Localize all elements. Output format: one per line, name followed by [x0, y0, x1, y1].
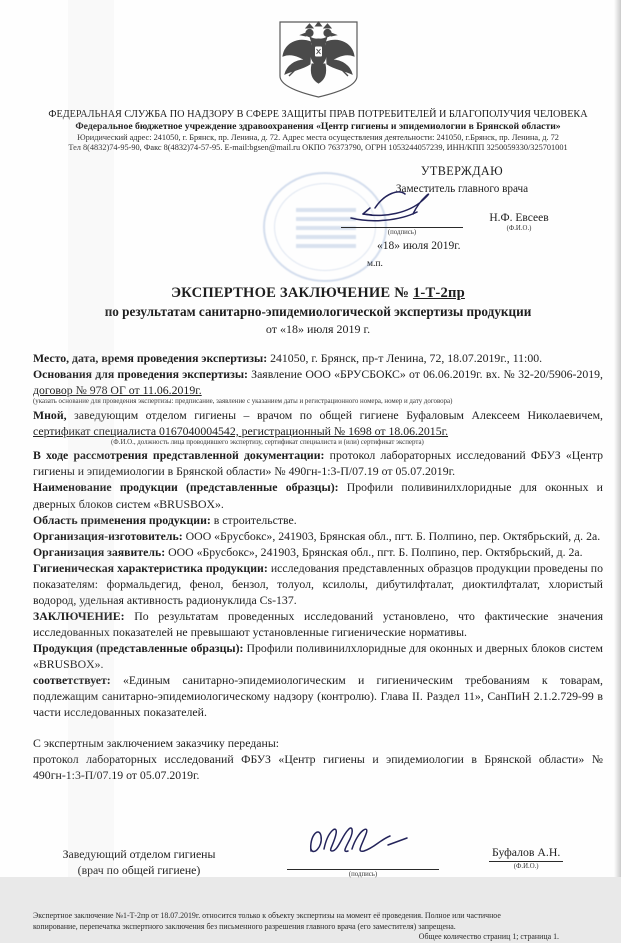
expert-signature-icon [301, 820, 419, 864]
approver-name-caption: (Ф.И.О.) [506, 225, 532, 232]
approve-label: УТВЕРЖДАЮ [420, 164, 504, 178]
approver-signature-icon [343, 185, 455, 227]
form-note-3: (Ф.И.О., должность лица проводившего экспертизу, сертификат специалиста и (или) сертификат эксперта) [111, 438, 424, 446]
body-paragraph-1: Место, дата, время проведения экспертизы: 241050, г. Брянск, пр-т Ленина, 72, 18.07.2019г., 11:00. [33, 351, 543, 365]
body-text [33, 350, 603, 783]
agency-name: ФЕДЕРАЛЬНАЯ СЛУЖБА ПО НАДЗОРУ В СФЕРЕ ЗАЩИТЫ ПРАВ ПОТРЕБИТЕЛЕЙ И БЛАГОПОЛУЧИЯ ЧЕЛОВЕКА [48, 109, 588, 120]
form-note-2: (указать основание для проведения экспертизы: предписание, заявление с указанием даты и регистрационного номера, номер и дату договора) [33, 398, 453, 406]
expertise-number: 1-Т-2пр [412, 285, 465, 301]
body-paragraph-4: В ходе рассмотрения представленной документации: протокол лабораторных исследований ФБУЗ «Центр гигиены и эпидемиологии в Брянской области» № 490гн-1:3-П/07.19 от 05.07.2019г. [33, 448, 604, 479]
body-paragraph-7: Организация-изготовитель: ООО «Брусбокс», 241903, Брянская обл., пгт. Б. Полпино, пер. Октябрьский, д. 2а. [33, 528, 601, 543]
expert-signature-caption: (подпись) [348, 871, 378, 879]
expert-name-caption: (Ф.И.О.) [513, 863, 539, 871]
body-paragraph-12: соответствует: «Единым санитарно-эпидемиологическим и гигиеническим требованиям к товарам, подлежащим санитарно-эпидемиологическому надзору (контролю). Глава II. Раздел 11», СанПиН 2.1.2.729-99 в части исследованных показателей. [33, 672, 603, 719]
body-paragraph-11: Продукция (представленные образцы): Профили поливинилхлоридные для оконных и дверных блоков систем «BRUSBOX». [33, 640, 603, 671]
institution-name: Федеральное бюджетное учреждение здравоохранения «Центр гигиены и эпидемиологии в Брянской области» [75, 121, 561, 132]
body-paragraph-9: Гигиеническая характеристика продукции: исследования представленных образцов продукции проведены по показателям: формальдегид, фенол, бензол, толуол, ксилолы, дибутилфталат, диоктилфталат, хлористый водород, удельная активность радионуклида Cs-137. [33, 560, 603, 607]
approval-date: «18» июля 2019г. [377, 240, 461, 252]
body-paragraph-8: Организация заявитель: ООО «Брусбокс», 241903, Брянская обл., пгт. Б. Полпино, пер. Октябрьский, д. 2а. [33, 544, 583, 559]
body-paragraph-5: Наименование продукции (представленные образцы): Профили поливинилхлоридные для оконных и дверных блоков систем «BRUSBOX». [33, 480, 603, 511]
body-paragraph-13: С экспертным заключением заказчику переданы: [33, 735, 280, 750]
body-paragraph-3: Мной, заведующим отделом гигиены – врачом по общей гигиене Буфаловым Алексеем Николаевичем, сертификат специалиста 0167040004542, регистрационный № 1698 от 18.06.2015г. [33, 407, 603, 438]
expertise-date: от «18» июля 2019 г. [265, 322, 371, 336]
approver-position: Заместитель главного врача [395, 183, 529, 195]
expert-name: Буфалов А.Н. [489, 845, 563, 862]
signature-caption: (подпись) [387, 229, 417, 236]
expert-position: Заведующий отделом гигиены (врач по общей гигиене) [62, 847, 216, 877]
approver-name: Н.Ф. Евсеев [489, 212, 549, 224]
expertise-subtitle: по результатам санитарно-эпидемиологической экспертизы продукции [104, 304, 532, 319]
body-paragraph-6: Область применения продукции: в строительстве. [33, 512, 297, 527]
coat-of-arms-emblem [265, 20, 371, 105]
body-paragraph-14: протокол лабораторных исследований ФБУЗ «Центр гигиены и эпидемиологии в Брянской области» № 490гн-1:3-П/07.19 от 05.07.2019г. [33, 751, 603, 782]
expert-signature-block [33, 835, 603, 879]
body-paragraph-2: Основания для проведения экспертизы: Заявление ООО «БРУСБОКС» от 06.06.2019г. вх. № 32-20/5906-2019, договор № 978 ОГ от 11.06.2019г. [33, 367, 604, 398]
seal-place-mark: м.п. [367, 259, 383, 269]
expertise-title: ЭКСПЕРТНОЕ ЗАКЛЮЧЕНИЕ № 1-Т-2пр [171, 285, 465, 301]
body-paragraph-10: ЗАКЛЮЧЕНИЕ: По результатам проведенных исследований установлено, что фактические значения исследованных показателей не превышают установленные гигиенические нормативы. [33, 608, 603, 639]
contact-details: Тел 8(4832)74-95-90, Факс 8(4832)74-57-95. E-mail:bgsen@mail.ru ОКПО 76373790, ОГРН 1053244057239, ИНН/КПП 3250059330/325701001 [68, 143, 568, 152]
footer-disclaimer: Экспертное заключение №1-Т-2пр от 18.07.2019г. относится только к объекту экспертизы на момент её проведения. Полное или частичное копирование, перепечатка экспертного заключения без письменного разрешения главного врача (его заместителя) запрещена. Общее количество страниц 1; страница 1. [33, 911, 603, 943]
approval-block [341, 164, 583, 269]
page-count: Общее количество страниц 1; страница 1. [418, 932, 559, 942]
legal-address: Юридический адрес: 241050, г. Брянск, пр. Ленина, д. 72. Адрес места осуществления деятельности: 241050, г.Брянск, пр. Ленина, д. 72 [77, 133, 559, 142]
